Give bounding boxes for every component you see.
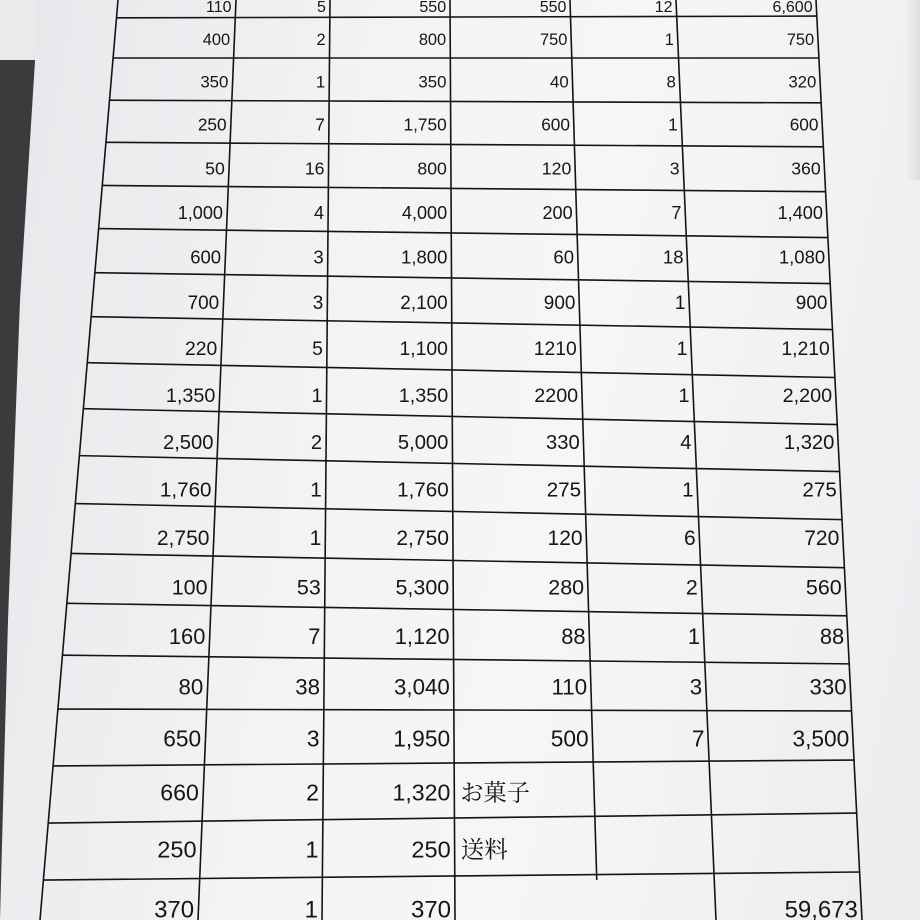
ledger-cell: 2: [310, 431, 323, 454]
ledger-cell: 2: [306, 779, 319, 806]
ledger-cell: 7: [691, 725, 705, 752]
ledger-cell: 1: [305, 836, 319, 863]
row-rule: [102, 185, 825, 191]
ledger-cell: 800: [418, 30, 447, 49]
ledger-cell: 1: [674, 292, 686, 314]
ledger-cell: 4: [680, 431, 692, 454]
ledger-cell: 2,100: [400, 292, 448, 314]
ledger-cell: 360: [791, 158, 821, 179]
ledger-cell: 280: [548, 575, 585, 600]
ledger-cell: 3: [313, 246, 324, 268]
ledger-cell: 275: [546, 478, 582, 502]
ledger-cell: 7: [671, 202, 682, 223]
ledger-cell: 2,500: [162, 431, 214, 454]
ledger-cell: 1: [315, 72, 326, 92]
ledger-cell: 2200: [534, 384, 579, 407]
ledger-cell: 50: [205, 158, 225, 179]
ledger-cell: 660: [160, 779, 199, 806]
ledger-cell: 53: [296, 575, 321, 600]
ledger-cell: 900: [795, 292, 828, 314]
ledger-cell: 3,040: [394, 674, 450, 700]
ledger-cell: 1210: [533, 338, 577, 360]
ledger-cell: 1: [676, 338, 688, 360]
ledger-cell: 88: [561, 624, 586, 649]
row-rule: [95, 273, 830, 284]
row-rule: [99, 229, 828, 238]
ledger-cell: 4: [314, 202, 325, 223]
ledger-cell: 3: [306, 725, 320, 752]
row-rule: [58, 709, 852, 711]
ledger-cell: 370: [154, 896, 195, 920]
ledger-cell: 550: [419, 0, 447, 17]
ledger-cell: 800: [417, 158, 447, 179]
row-rule: [62, 655, 849, 664]
ledger-cell: 2,750: [396, 527, 449, 551]
ledger-cell: 275: [802, 478, 837, 502]
ledger-cell: 1,210: [781, 338, 830, 360]
ledger-cell: 320: [788, 72, 817, 92]
ledger-cell: 1: [304, 896, 318, 920]
row-rule: [106, 142, 823, 146]
ledger-cell: 16: [304, 158, 325, 179]
ledger-cell: 1: [687, 624, 700, 649]
ledger-cell: 560: [805, 575, 842, 600]
ledger-cell: 120: [547, 527, 583, 551]
ledger-cell: 1,350: [398, 384, 449, 407]
ledger-cell: 1,320: [783, 431, 835, 454]
ledger-cell: 1: [678, 384, 690, 407]
ledger-cell: 330: [809, 674, 847, 700]
column-rule: [676, 0, 716, 920]
ledger-cell: 700: [187, 292, 220, 314]
ledger-cell: 88: [819, 624, 845, 649]
ledger-cell: 3,500: [792, 725, 850, 752]
ledger-cell: 3: [312, 292, 324, 314]
ledger-cell: 120: [541, 158, 572, 179]
row-rule: [71, 553, 844, 567]
ledger-cell: 250: [197, 114, 227, 135]
ledger-cell: 600: [789, 114, 819, 135]
ledger-cell: 80: [178, 674, 204, 700]
column-rule: [198, 0, 236, 920]
ledger-cell: 2,750: [156, 527, 210, 551]
ledger-cell: 110: [205, 0, 232, 17]
ledger-cell: 750: [540, 30, 568, 49]
ledger-cell: 7: [315, 114, 325, 135]
ledger-cell: 550: [539, 0, 567, 17]
ledger-cell: 110: [551, 674, 588, 700]
ledger-cell: 160: [168, 624, 206, 649]
ledger-cell: 5,000: [397, 431, 449, 454]
row-rule: [83, 409, 837, 425]
ledger-cell: 7: [308, 624, 321, 649]
ledger-cell: 5,300: [395, 575, 450, 600]
ledger-cell: 500: [550, 725, 589, 752]
row-rule: [75, 504, 842, 520]
ledger-cell: 350: [418, 72, 447, 92]
row-rule: [48, 813, 856, 823]
ledger-cell: 38: [295, 674, 320, 700]
ledger-note: 送料: [460, 835, 508, 864]
ledger-cell: 3: [669, 158, 680, 179]
row-rule: [67, 603, 847, 616]
ledger-cell: 1,950: [393, 725, 451, 752]
ledger-cell: 3: [689, 674, 703, 700]
ledger-cell: 5: [312, 338, 323, 360]
ledger-cell: 6: [683, 527, 696, 551]
ledger-cell: 370: [411, 896, 451, 920]
ledger-note: お菓子: [460, 780, 530, 807]
ledger-cell: 59,673: [784, 896, 858, 920]
ledger-cell: 250: [411, 836, 451, 863]
ledger-cell: 350: [200, 72, 229, 92]
row-rule: [91, 317, 832, 330]
ledger-cell: 1,000: [177, 202, 223, 223]
column-rule: [450, 0, 455, 920]
ledger-cell: 1,100: [399, 338, 448, 360]
ledger-cell: 220: [184, 338, 218, 360]
row-rule: [43, 872, 859, 880]
row-rule: [79, 456, 839, 472]
ledger-cell: 18: [662, 246, 684, 268]
ledger-cell: 1: [668, 114, 678, 135]
ledger-cell: 1,350: [165, 384, 216, 407]
ledger-cell: 1,760: [397, 478, 449, 502]
ledger-cell: 400: [202, 30, 231, 49]
ledger-cell: 2,200: [782, 384, 833, 407]
ledger-cell: 100: [171, 575, 208, 600]
ledger-cell: 2: [685, 575, 698, 600]
ledger-cell: 1,760: [159, 478, 212, 502]
ledger-cell: 1: [664, 30, 674, 49]
ledger-cell: 750: [786, 30, 815, 49]
ledger-cell: 5: [316, 0, 326, 17]
ledger-cell: 2: [316, 30, 326, 49]
ledger-cell: 1,750: [403, 114, 447, 135]
column-rule: [816, 0, 862, 920]
ledger-cell: 60: [553, 246, 574, 268]
column-rule: [40, 0, 118, 920]
ledger-cell: 1: [311, 384, 323, 407]
ledger-cell: 200: [542, 202, 573, 223]
ledger-cell: 330: [546, 431, 580, 454]
ledger-cell: 4,000: [401, 202, 448, 223]
row-rule: [116, 16, 816, 18]
row-rule: [110, 100, 822, 103]
ledger-cell: 250: [157, 836, 197, 863]
ledger-cell: 8: [666, 72, 676, 92]
ledger-cell: 1,400: [777, 202, 823, 223]
ledger-cell: 40: [549, 72, 569, 92]
ledger-cell: 6,600: [772, 0, 813, 17]
ledger-cell: 650: [163, 725, 202, 752]
ledger-cell: 600: [541, 114, 570, 135]
ledger-cell: 1: [309, 527, 322, 551]
row-rule: [87, 363, 835, 378]
ledger-cell: 720: [804, 527, 840, 551]
ledger-cell: 1: [682, 478, 694, 502]
ledger-cell: 1,080: [778, 246, 826, 268]
ledger-cell: 1,120: [394, 624, 450, 649]
ledger-cell: 900: [543, 292, 576, 314]
ledger-cell: 1: [310, 478, 322, 502]
ledger-cell: 1,320: [392, 779, 451, 806]
ledger-cell: 12: [654, 0, 673, 17]
ledger-cell: 600: [190, 246, 222, 268]
ledger-cell: 1,800: [401, 246, 448, 268]
